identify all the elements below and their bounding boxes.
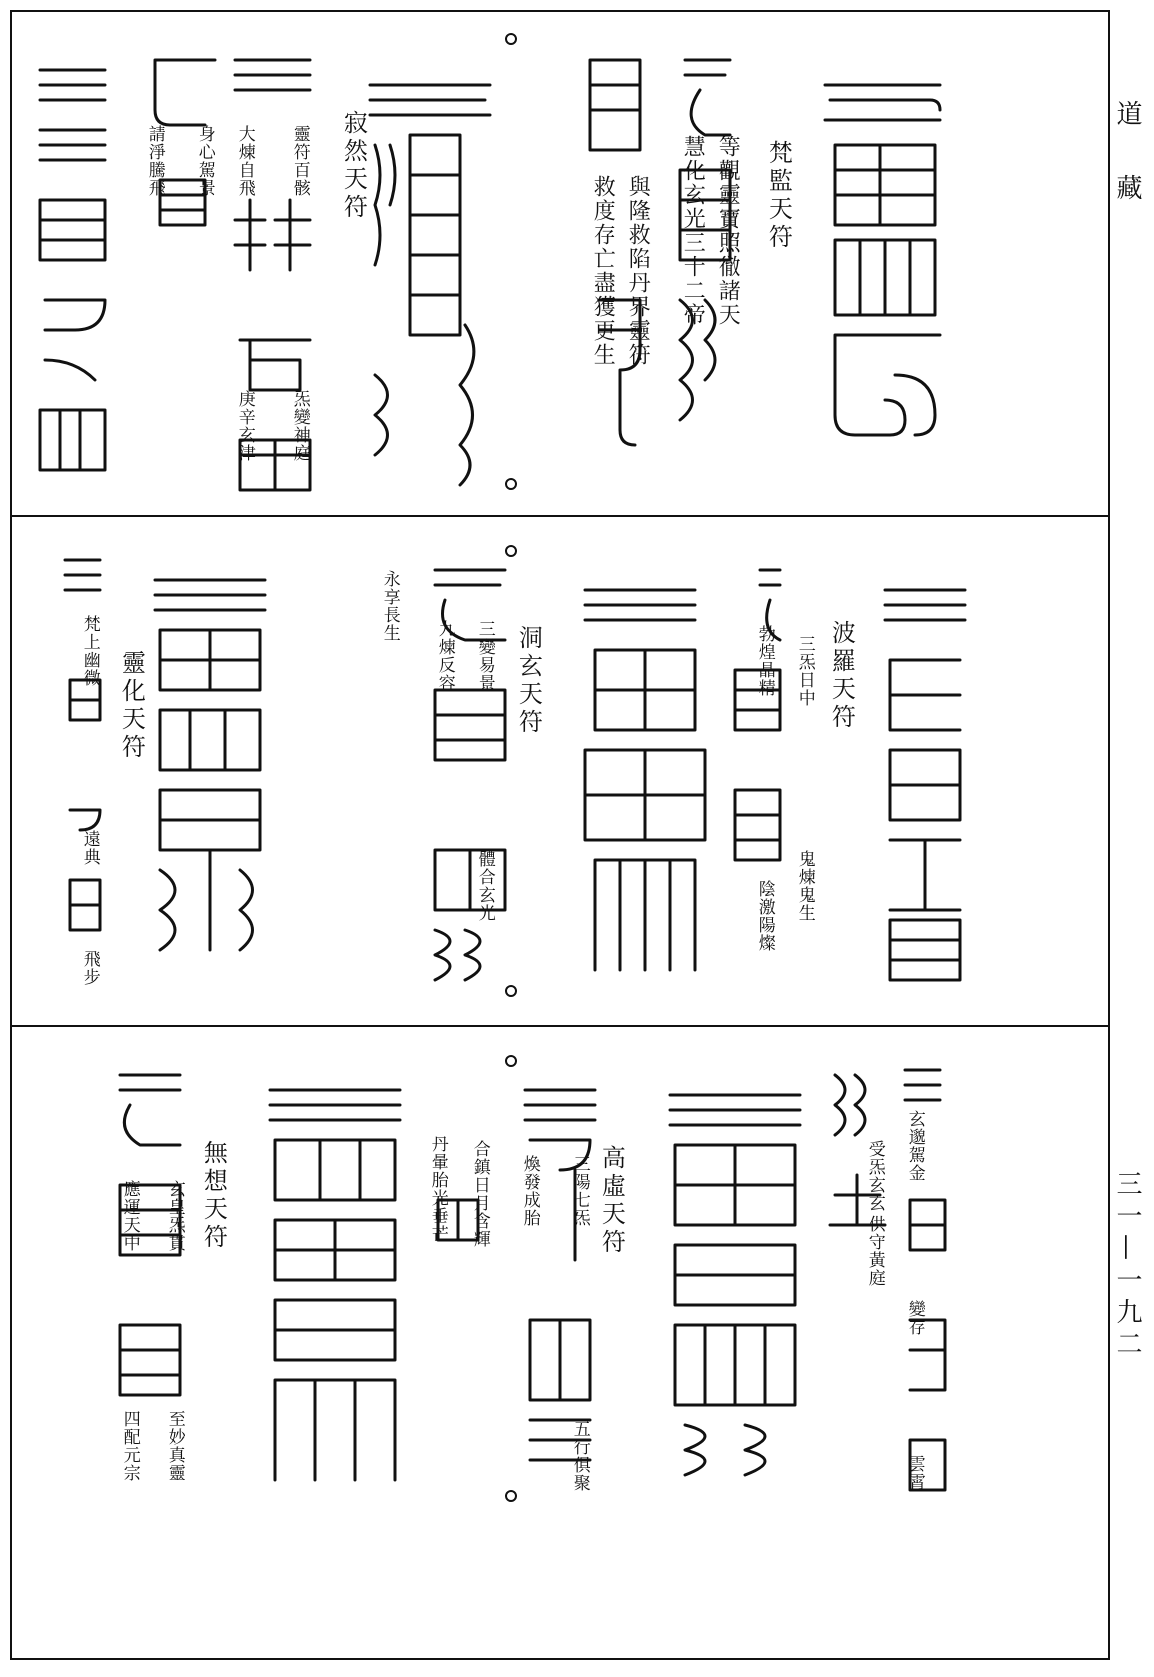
- register-circle: [505, 1055, 517, 1067]
- talisman-verse: 玄邈駕金: [904, 1110, 925, 1182]
- talisman-verse: 三陽七炁: [569, 1155, 590, 1227]
- book-title: 道 藏: [1112, 100, 1142, 221]
- talisman-name: 寂然天符: [339, 110, 368, 222]
- talisman-verse: 靈符百骸: [289, 125, 310, 197]
- seal-glyph-column: [265, 1080, 405, 1490]
- talisman-verse: 丹暈胎光垂芒: [427, 1135, 448, 1243]
- talisman-verse: 五行俱聚: [569, 1420, 590, 1492]
- talisman-verse: 救度存亡盡獲更生: [590, 175, 616, 367]
- talisman-verse: 永享長生: [379, 570, 400, 642]
- talisman-verse: 飛步: [79, 950, 100, 986]
- talisman-verse: 體合玄光: [474, 850, 495, 922]
- talisman-verse: 變存: [904, 1300, 925, 1336]
- talisman-verse: 合鎮日月含輝: [469, 1140, 490, 1248]
- talisman-name: 無想天符: [199, 1140, 228, 1252]
- talisman-name: 洞玄天符: [514, 625, 543, 737]
- talisman-verse: 請淨騰飛: [144, 125, 165, 197]
- seal-glyph-column: [820, 75, 950, 455]
- panel-divider-1: [10, 515, 1110, 517]
- talisman-verse: 四配元宗: [119, 1410, 140, 1482]
- talisman-verse: 三炁日中: [794, 635, 815, 707]
- page-number: 三一—一九二: [1112, 1170, 1142, 1362]
- talisman-name: 梵監天符: [764, 140, 793, 252]
- register-circle: [505, 545, 517, 557]
- register-circle: [505, 33, 517, 45]
- seal-glyph-column: [365, 75, 495, 475]
- register-circle: [505, 1490, 517, 1502]
- talisman-verse: 九煉反容: [434, 620, 455, 692]
- panel-divider-2: [10, 1025, 1110, 1027]
- talisman-name: 波羅天符: [827, 620, 856, 732]
- talisman-verse: 雲霄: [904, 1455, 925, 1491]
- seal-glyph-column: [665, 1085, 805, 1485]
- talisman-verse: 等觀靈寶照徹諸天: [715, 135, 741, 327]
- talisman-verse: 庚辛玄津: [234, 390, 255, 462]
- talisman-name: 靈化天符: [117, 650, 146, 762]
- talisman-verse: 梵上幽微: [79, 615, 100, 687]
- talisman-verse: 慧化玄光三十二帝: [680, 135, 706, 327]
- seal-glyph-column: [150, 570, 270, 960]
- talisman-verse: 玄皇炁貫: [164, 1180, 185, 1252]
- talisman-verse: 遠典: [79, 830, 100, 866]
- register-circle: [505, 478, 517, 490]
- talisman-name: 高虛天符: [597, 1145, 626, 1257]
- talisman-verse: 鬼煉鬼生: [794, 850, 815, 922]
- talisman-verse: 供守黃庭: [864, 1215, 885, 1287]
- talisman-verse: 三變易景: [474, 620, 495, 692]
- seal-glyph-column: [425, 560, 515, 990]
- talisman-verse: 受炁玄玄: [864, 1140, 885, 1212]
- talisman-verse: 應運天中: [119, 1180, 140, 1252]
- seal-glyph-column: [590, 50, 740, 490]
- talisman-verse: 煥發成胎: [519, 1155, 540, 1227]
- seal-glyph-column: [35, 60, 115, 480]
- seal-glyph-column: [520, 1080, 600, 1480]
- seal-glyph-column: [575, 560, 785, 980]
- seal-glyph-column: [428, 1130, 488, 1240]
- talisman-verse: 大煉自飛: [234, 125, 255, 197]
- talisman-verse: 至妙真靈: [164, 1410, 185, 1482]
- talisman-verse: 勃煌晶精: [754, 625, 775, 697]
- talisman-verse: 身心駕景: [194, 125, 215, 197]
- talisman-verse: 與隆救陷丹界靈符: [625, 175, 651, 367]
- talisman-verse: 炁變神庭: [289, 390, 310, 462]
- seal-glyph-column: [880, 580, 970, 990]
- talisman-verse: 陰激陽燦: [754, 880, 775, 952]
